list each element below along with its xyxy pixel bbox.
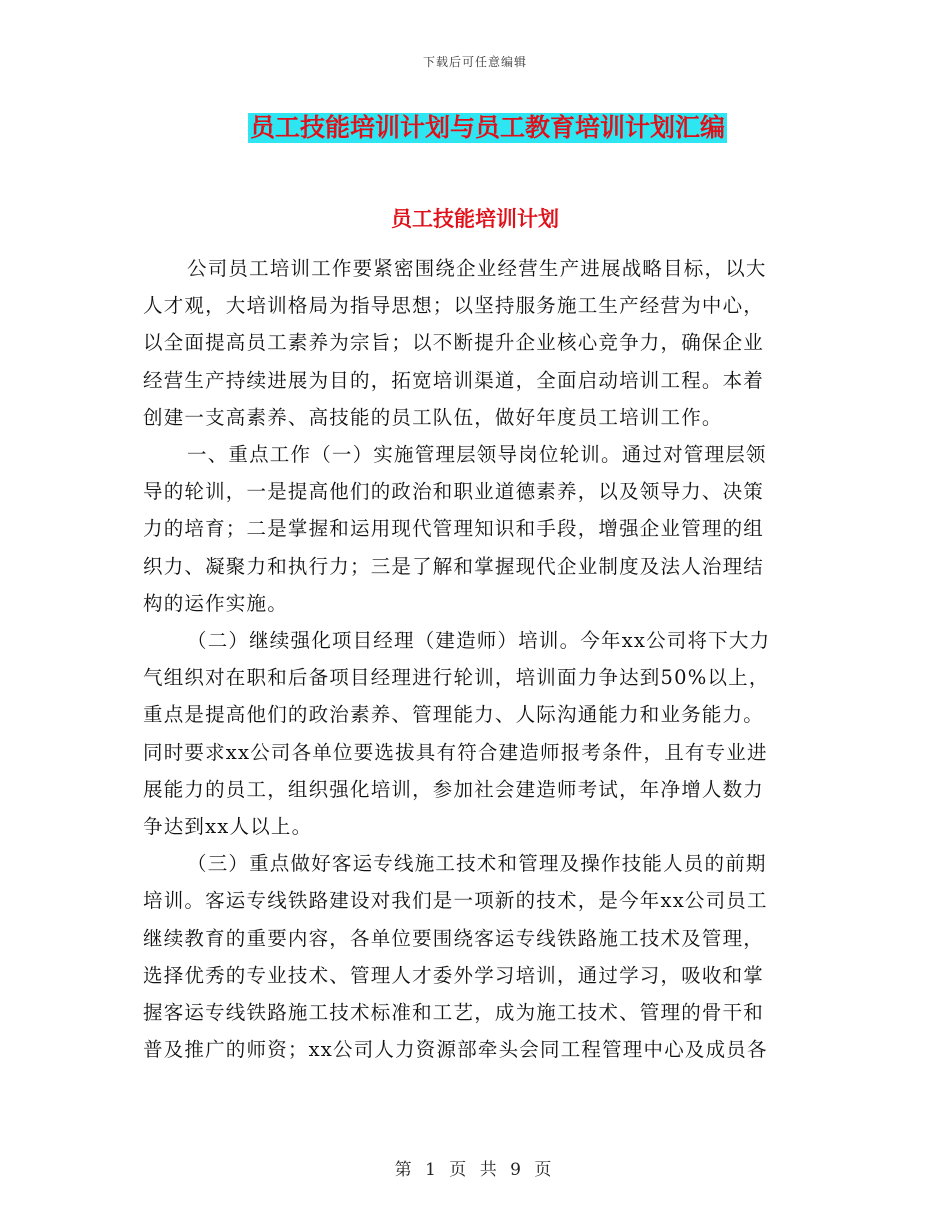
text-line: 一、重点工作（一）实施管理层领导岗位轮训。通过对管理层领 xyxy=(187,443,767,467)
text-line: 同时要求xx公司各单位要选拔具有符合建造师报考条件，且有专业进 xyxy=(143,740,768,764)
text-line: 选择优秀的专业技术、管理人才委外学习培训，通过学习，吸收和掌 xyxy=(143,963,765,987)
text-line: 织力、凝聚力和执行力；三是了解和掌握现代企业制度及法人治理结 xyxy=(143,554,765,578)
text-line: 继续教育的重要内容，各单位要围绕客运专线铁路施工技术及管理， xyxy=(143,926,765,950)
text-line: 气组织对在职和后备项目经理进行轮训，培训面力争达到50%以上， xyxy=(143,666,770,690)
text-line: 构的运作实施。 xyxy=(143,591,288,615)
text-line: 重点是提高他们的政治素养、管理能力、人际沟通能力和业务能力。 xyxy=(143,703,765,727)
paragraph xyxy=(143,250,805,436)
text-line: 创建一支高素养、高技能的员工队伍，做好年度员工培训工作。 xyxy=(143,405,723,429)
text-line: 普及推广的师资；xx公司人力资源部牵头会同工程管理中心及成员各 xyxy=(143,1038,768,1062)
document-body xyxy=(143,250,805,1068)
text-line: 握客运专线铁路施工技术标准和工艺，成为施工技术、管理的骨干和 xyxy=(143,1001,765,1025)
page-header-note: 下载后可任意编辑 xyxy=(422,55,527,69)
paragraph xyxy=(143,845,805,1068)
text-line: 公司员工培训工作要紧密围绕企业经营生产进展战略目标，以大 xyxy=(187,257,767,280)
paragraph xyxy=(143,622,805,845)
text-line: 力的培育；二是掌握和运用现代管理知识和手段，增强企业管理的组 xyxy=(143,517,765,541)
text-line: 展能力的员工，组织强化培训，参加社会建造师考试，年净增人数力 xyxy=(143,777,765,801)
text-line: 争达到xx人以上。 xyxy=(143,815,313,839)
text-line: 培训。客运专线铁路建设对我们是一项新的技术，是今年xx公司员工 xyxy=(143,889,768,913)
document-title: 员工技能培训计划与员工教育培训计划汇编 xyxy=(250,113,726,142)
text-line: （三）重点做好客运专线施工技术和管理及操作技能人员的前期 xyxy=(187,852,767,876)
text-line: 导的轮训，一是提高他们的政治和职业道德素养，以及领导力、决策 xyxy=(143,480,765,504)
text-line: 以全面提高员工素养为宗旨；以不断提升企业核心竞争力，确保企业 xyxy=(143,331,765,355)
paragraph xyxy=(143,436,805,622)
page-number: 第 1 页 共 9 页 xyxy=(394,1160,556,1180)
text-line: （二）继续强化项目经理（建造师）培训。今年xx公司将下大力 xyxy=(187,629,771,653)
text-line: 经营生产持续进展为目的，拓宽培训渠道，全面启动培训工程。本着 xyxy=(143,368,765,392)
section-title: 员工技能培训计划 xyxy=(391,207,559,231)
text-line: 人才观，大培训格局为指导思想；以坚持服务施工生产经营为中心， xyxy=(143,294,765,318)
